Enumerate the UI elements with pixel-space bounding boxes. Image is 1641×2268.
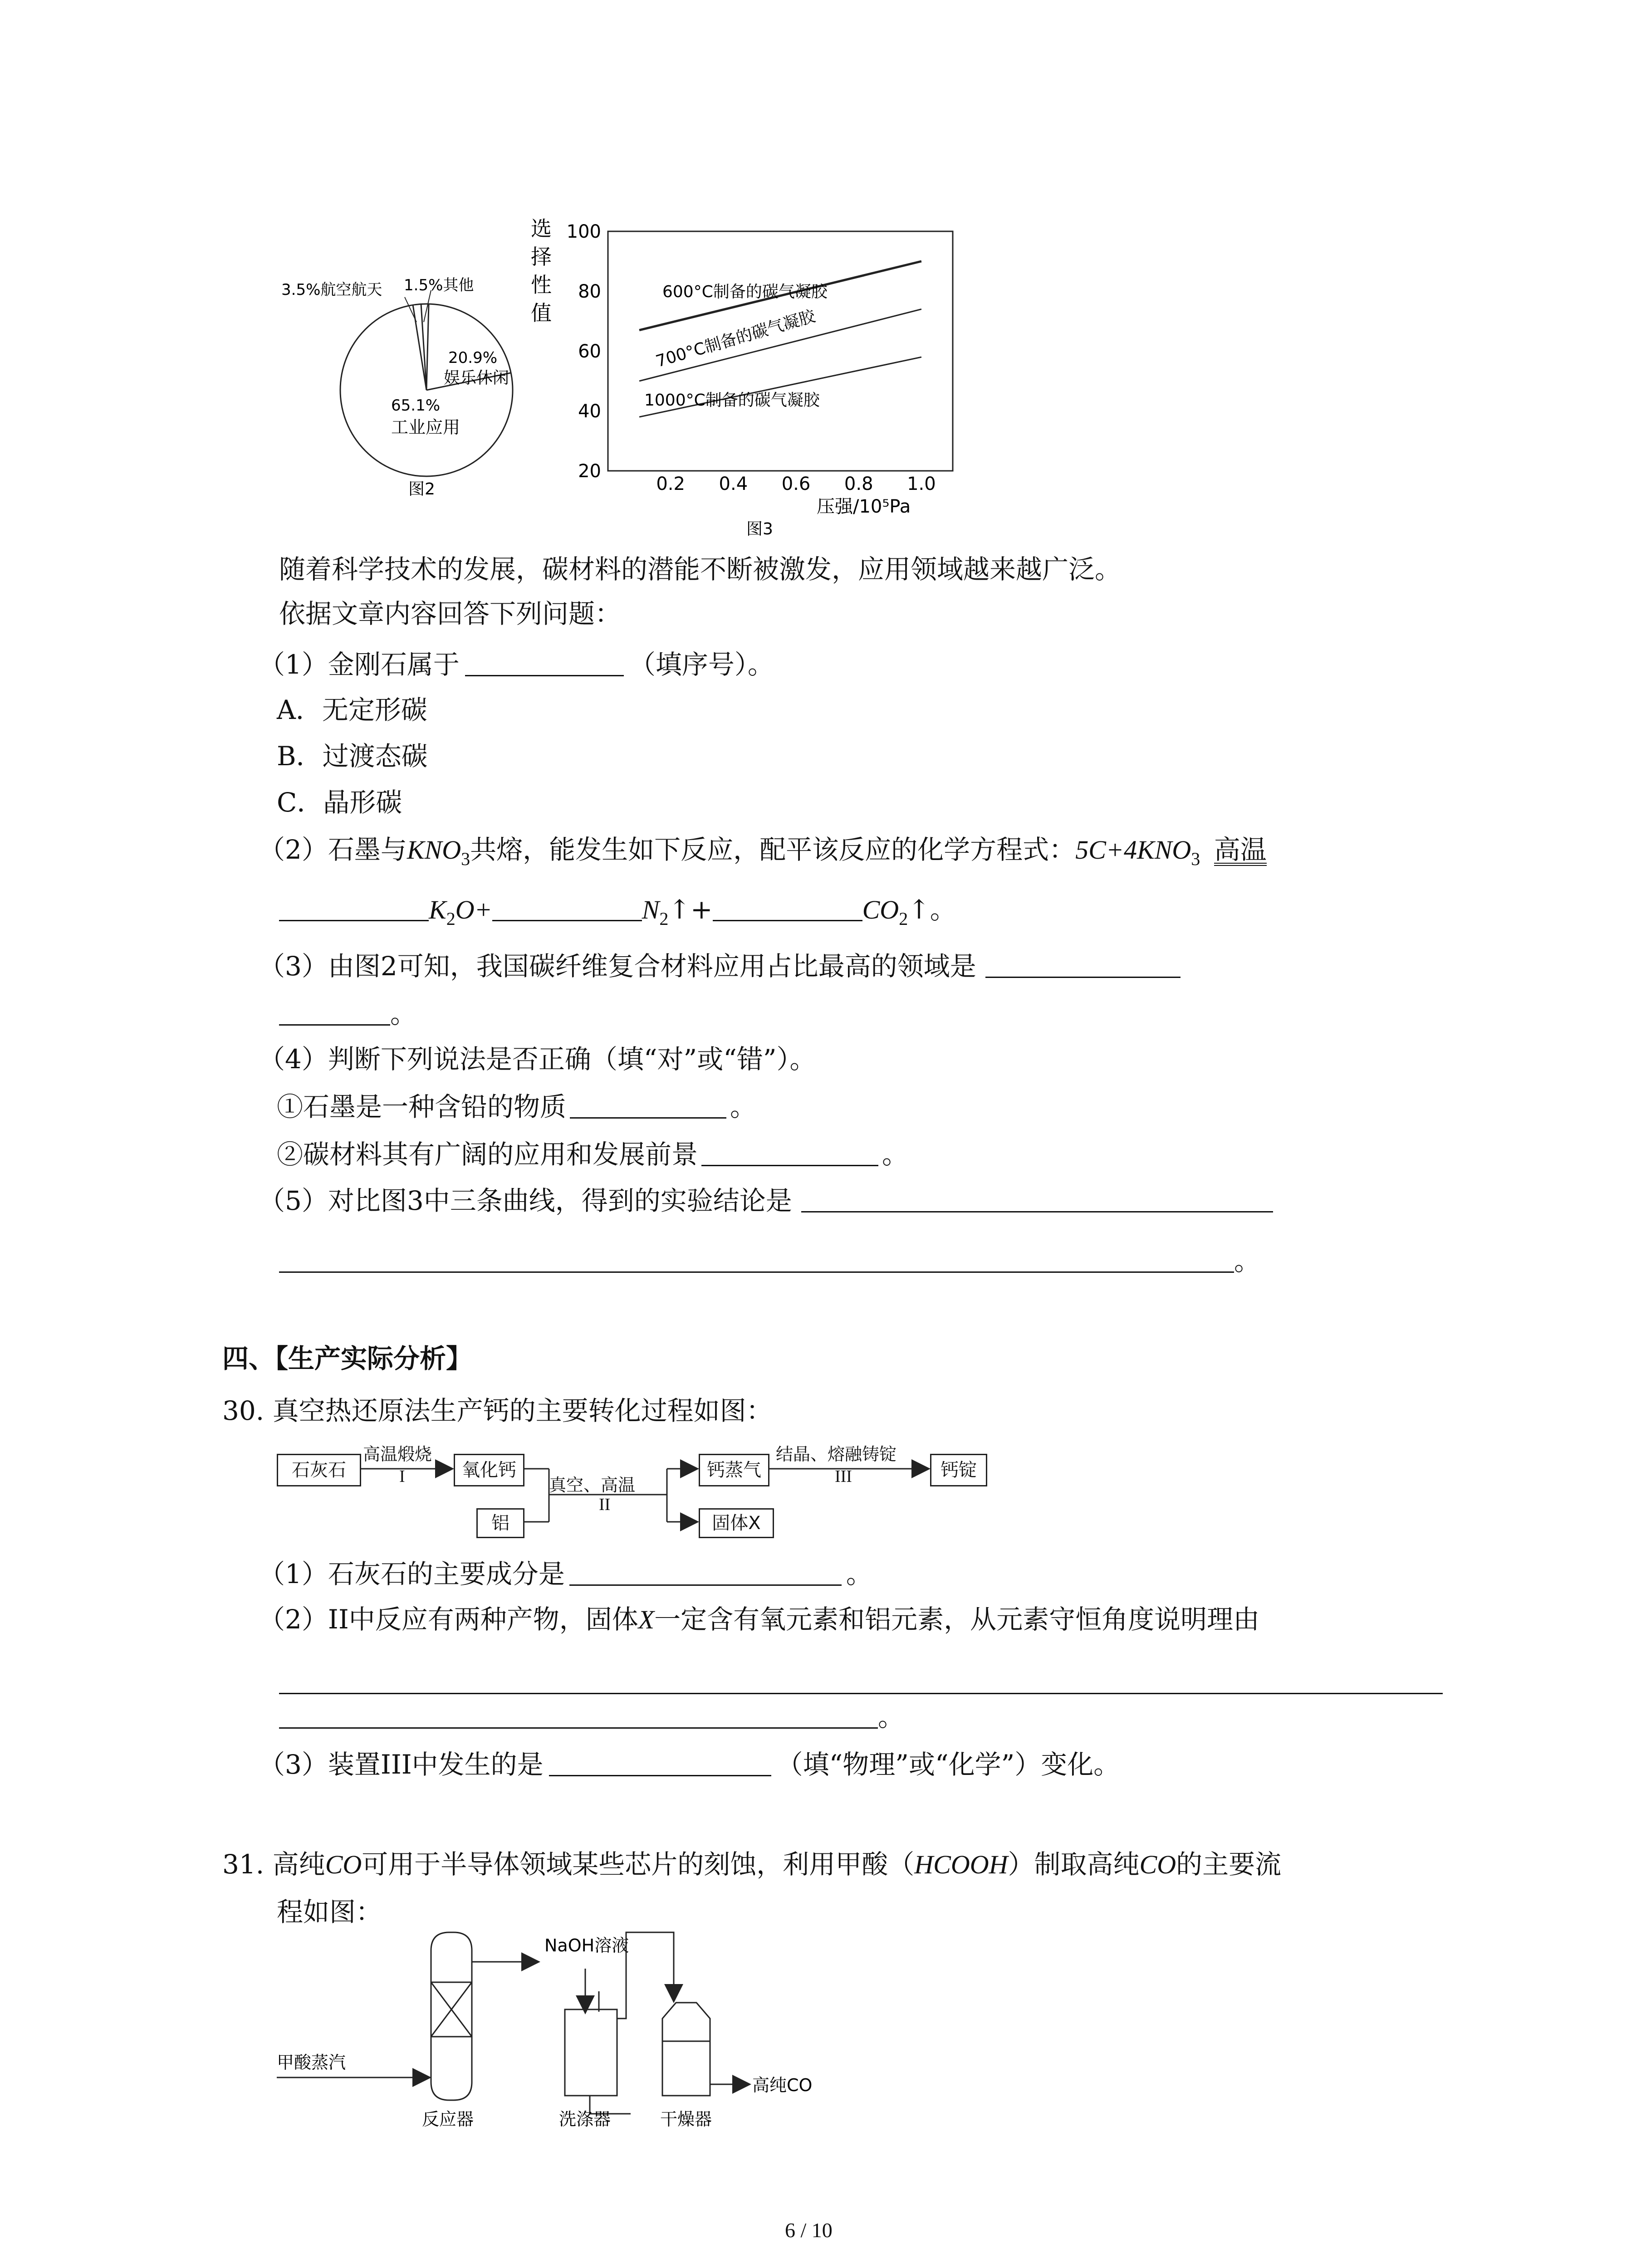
figure-2-pie-chart (272, 254, 544, 508)
flow-box-solid-x: 固体X (699, 1508, 774, 1538)
flow-step-2: 真空、高温 (549, 1475, 636, 1495)
answer-blank-q4-2[interactable] (701, 1141, 878, 1166)
pie-label-aerospace: 3.5%航空航天 (281, 281, 382, 299)
question-1: （1）金刚石属于 （填序号）。 (259, 649, 774, 680)
answer-blank-q1[interactable] (465, 651, 624, 676)
answer-blank-q30-2b[interactable] (279, 1704, 878, 1729)
question-30-2-cont: 。 (279, 1701, 904, 1733)
flow-roman-1: I (399, 1467, 405, 1486)
flow-roman-2: II (599, 1495, 611, 1514)
flow-box-al: 铝 (476, 1508, 524, 1538)
series-label-2: 700°C制备的碳气凝胶 (654, 307, 818, 371)
question-30-1: （1）石灰石的主要成分是 。 (259, 1559, 872, 1589)
y-axis-label-char: 择 (531, 244, 552, 269)
reactor-label: 反应器 (422, 2109, 474, 2129)
flow-box-cao: 氧化钙 (454, 1454, 524, 1486)
y-tick-label: 80 (578, 281, 601, 302)
flow-diagram-30 (277, 1440, 1003, 1558)
y-tick-label: 20 (578, 461, 601, 482)
question-3-cont: 。 (279, 998, 416, 1030)
pie-label-leisure-pct: 20.9% (448, 349, 498, 367)
option-b: B．过渡态碳 (277, 741, 428, 772)
flow-diagram-31 (272, 1928, 907, 2155)
pie-label-other: 1.5%其他 (404, 276, 474, 294)
pie-label-industry-pct: 65.1% (391, 396, 441, 415)
instruction-paragraph: 依据文章内容回答下列问题： (279, 598, 622, 629)
flow-step-1: 高温煅烧 (363, 1444, 432, 1464)
figure-3-line-chart (522, 218, 975, 544)
y-tick-label: 100 (566, 221, 601, 242)
answer-blank-q30-1[interactable] (569, 1561, 842, 1586)
answer-blank-k2o[interactable] (279, 896, 429, 921)
question-31-cont: 程如图： (277, 1897, 382, 1927)
x-tick-label: 0.6 (781, 474, 811, 494)
answer-blank-q3a[interactable] (985, 953, 1181, 978)
question-4-1: ①石墨是一种含铅的物质 。 (277, 1091, 757, 1122)
answer-blank-q4-1[interactable] (570, 1094, 726, 1119)
answer-blank-q5b[interactable] (279, 1248, 1234, 1273)
page-number: 6 / 10 (785, 2219, 833, 2242)
answer-blank-q30-2a[interactable] (279, 1669, 1443, 1694)
y-tick-label: 40 (578, 401, 601, 422)
pie-label-industry: 工业应用 (391, 417, 460, 437)
figure-3-caption: 图3 (746, 520, 773, 538)
question-30-3: （3）装置III中发生的是 （填“物理”或“化学”）变化。 (259, 1749, 1120, 1780)
section-4-heading: 四、【生产实际分析】 (222, 1343, 473, 1374)
question-4-2: ②碳材料其有广阔的应用和发展前景 。 (277, 1139, 909, 1170)
series-label-3: 1000°C制备的碳气凝胶 (644, 391, 820, 410)
option-c: C．晶形碳 (277, 787, 402, 818)
question-2-equation: $K_2O+$ $N_2↑+$ $CO_2↑$。 (279, 894, 956, 935)
flow-roman-3: III (835, 1467, 852, 1486)
naoh-label: NaOH溶液 (544, 1936, 629, 1955)
dryer-label: 干燥器 (660, 2109, 712, 2129)
y-tick-label: 60 (578, 341, 601, 362)
pie-label-leisure: 娱乐休闲 (444, 369, 509, 387)
x-tick-label: 0.4 (719, 474, 748, 494)
question-30-2: （2）II中反应有两种产物，固体X一定含有氧元素和铝元素，从元素守恒角度说明理由 (259, 1604, 1260, 1635)
high-purity-co-label: 高纯CO (752, 2075, 813, 2095)
answer-blank-q3b[interactable] (279, 1001, 390, 1026)
answer-blank-q30-3[interactable] (549, 1751, 771, 1776)
answer-blank-n2[interactable] (492, 896, 642, 921)
x-tick-label: 0.2 (656, 474, 685, 494)
flow-step-3: 结晶、熔融铸锭 (776, 1444, 897, 1464)
reaction-condition: 高温 (1214, 834, 1267, 865)
answer-blank-q5a[interactable] (801, 1188, 1273, 1212)
flow-box-limestone: 石灰石 (277, 1454, 361, 1486)
washer-icon (565, 1969, 617, 2096)
formic-vapor-label: 甲酸蒸汽 (277, 2053, 346, 2072)
y-axis-label-char: 性 (531, 273, 552, 297)
question-31: 31. 高纯CO可用于半导体领域某些芯片的刻蚀，利用甲酸（HCOOH）制取高纯CO的主要流 (222, 1849, 1282, 1880)
answer-blank-co2[interactable] (713, 896, 862, 921)
y-axis-label-char: 值 (531, 301, 552, 325)
flow-30-arrows (277, 1440, 1003, 1558)
question-30: 30. 真空热还原法生产钙的主要转化过程如图： (222, 1395, 773, 1426)
y-axis-label-char: 选 (531, 218, 552, 241)
reactor-icon (431, 1932, 472, 2100)
y-axis-label (531, 218, 552, 325)
flow-box-ingot: 钙锭 (930, 1454, 987, 1486)
option-a: A．无定形碳 (277, 694, 427, 725)
dryer-icon (662, 2003, 710, 2096)
question-5: （5）对比图3中三条曲线，得到的实验结论是 (259, 1185, 1273, 1217)
x-tick-label: 1.0 (907, 474, 936, 494)
washer-label: 洗涤器 (559, 2109, 611, 2129)
figure-2-caption: 图2 (408, 480, 435, 499)
flow-box-ca-vapor: 钙蒸气 (699, 1454, 769, 1486)
question-2: （2）石墨与$KNO_3$共熔，能发生如下反应，配平该反应的化学方程式：$5C+4KNO_3$ 高温 (259, 834, 1267, 869)
intro-paragraph: 随着科学技术的发展，碳材料的潜能不断被激发，应用领域越来越广泛。 (279, 554, 1122, 585)
question-5-cont: 。 (279, 1245, 1260, 1277)
series-label-1: 600°C制备的碳气凝胶 (662, 283, 828, 302)
x-axis-label: 压强/10⁵Pa (817, 496, 911, 517)
question-3: （3）由图2可知，我国碳纤维复合材料应用占比最高的领域是 (259, 950, 1181, 982)
x-tick-label: 0.8 (844, 474, 873, 494)
question-4: （4）判断下列说法是否正确（填“对”或“错”）。 (259, 1044, 816, 1075)
